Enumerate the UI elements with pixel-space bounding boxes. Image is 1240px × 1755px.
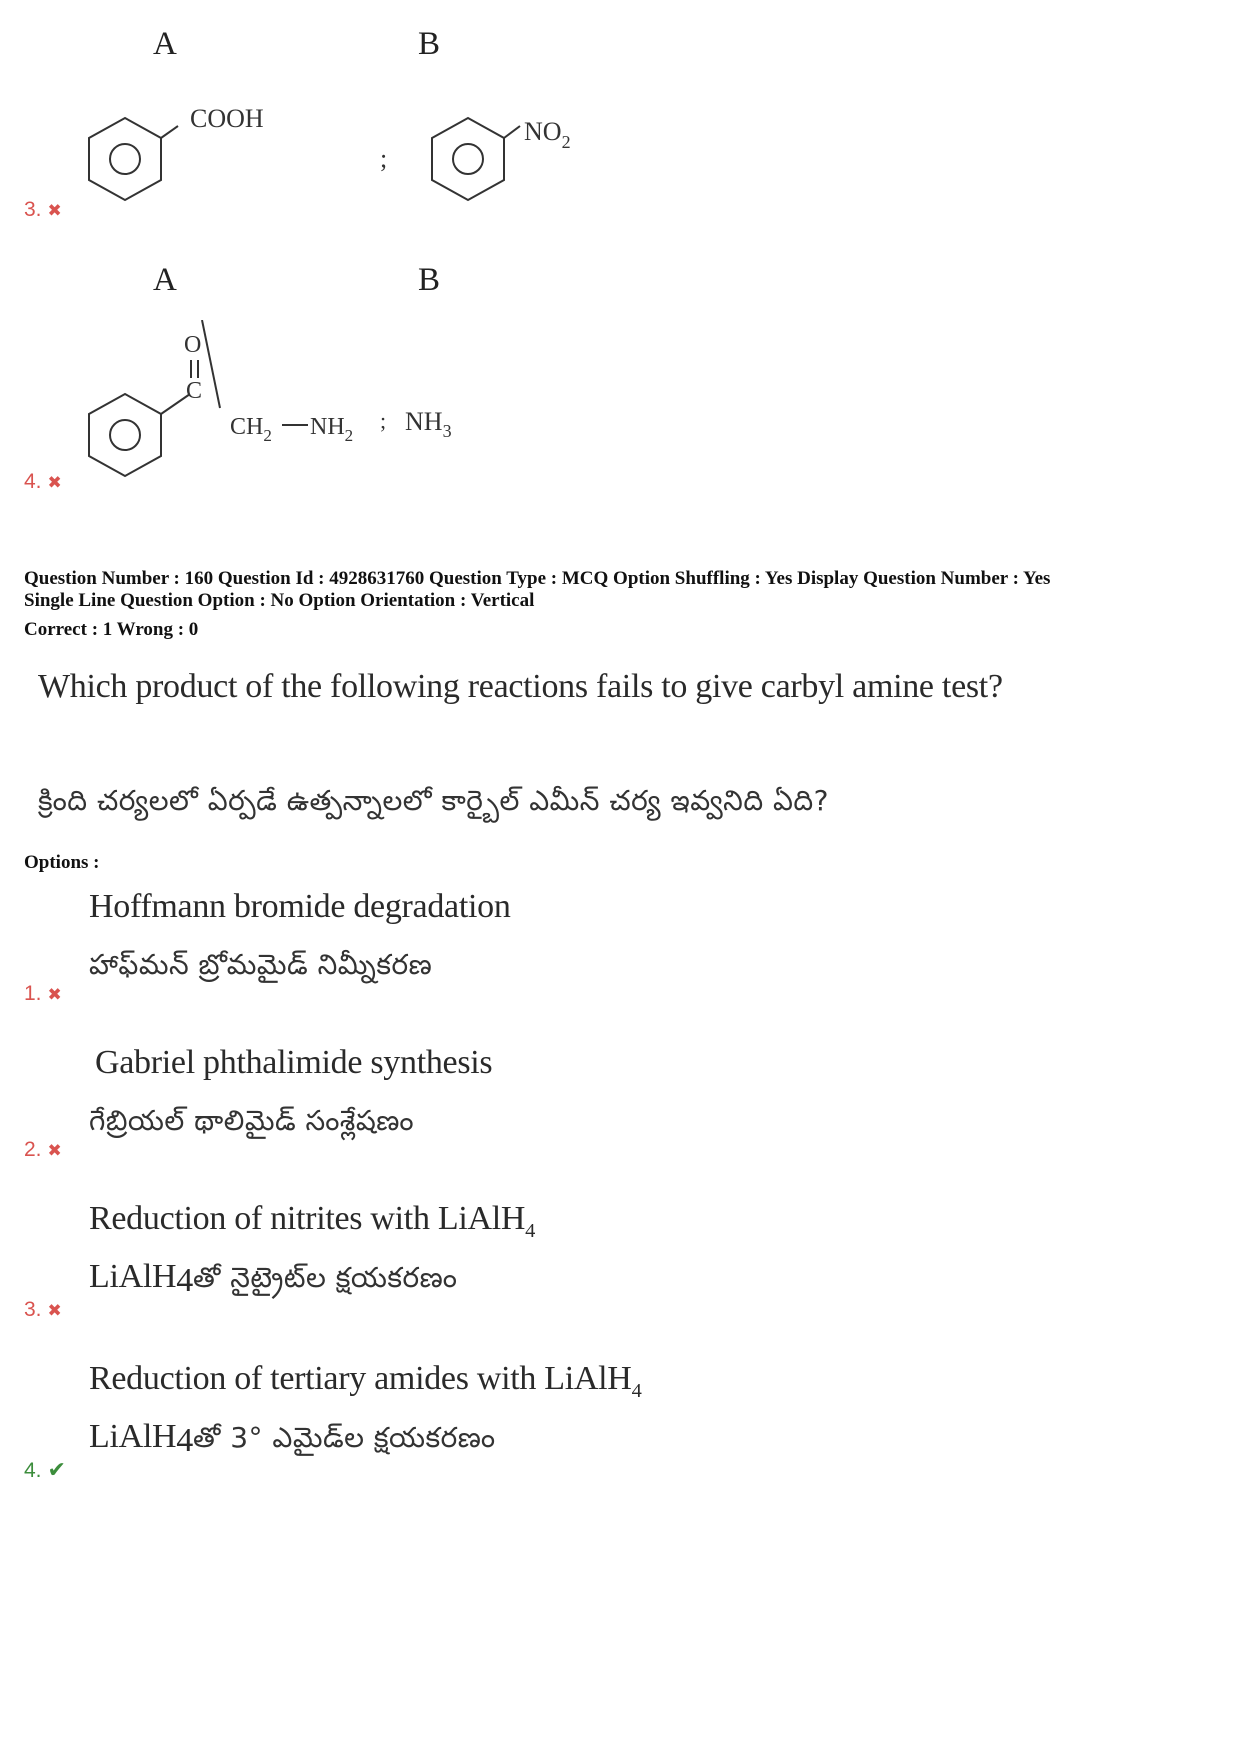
cross-icon: ✖: [47, 985, 62, 1005]
ch2-group: $CH_2$: [230, 414, 272, 445]
option-2-text-en: Gabriel phthalimide synthesis: [95, 1044, 493, 1081]
nh3-group: $NH_3$: [405, 407, 452, 441]
question-meta-line2: Single Line Question Option : No Option Orientation : Vertical: [24, 590, 535, 611]
cooh-group: COOH: [190, 104, 264, 133]
option-2[interactable]: [0, 1044, 1240, 1174]
option4-label-a: A: [153, 262, 177, 298]
option-3-text-en: Reduction of nitrites with LiAlH$_4$: [89, 1200, 536, 1242]
option-1-status: [24, 982, 62, 1006]
cross-icon: ✖: [47, 1141, 62, 1161]
carbon-atom: C: [186, 378, 203, 404]
option-3-text-te: LiAlH$_4$తో నైట్రైట్‌ల క్షయకరణం: [89, 1258, 458, 1300]
separator: ;: [380, 408, 387, 433]
options-label: Options :: [24, 852, 100, 873]
option-2-status: [24, 1138, 62, 1162]
option-number: 4.: [24, 1459, 42, 1482]
option-4[interactable]: [0, 1360, 1240, 1490]
option4-label-b: B: [418, 262, 441, 298]
question-meta-line1: Question Number : 160 Question Id : 4928631760 Question Type : MCQ Option Shuffling : Yes Display Question Number : Yes: [24, 568, 1051, 589]
nh2-group: $NH_2$: [310, 414, 354, 445]
option-number: 4.: [24, 470, 42, 493]
option-1[interactable]: [0, 888, 1240, 1018]
option3-structures: [80, 90, 580, 220]
oxygen-atom: O: [184, 332, 202, 358]
option3-label-b: B: [418, 26, 441, 62]
option-1-text-te: హాఫ్‌మన్ బ్రోమమైడ్ నిమ్నీకరణ: [89, 948, 433, 981]
option4-status: [24, 470, 62, 494]
option-4-status: [24, 1458, 66, 1483]
option-number: 3.: [24, 198, 42, 221]
option-number: 3.: [24, 1298, 42, 1321]
option-4-text-en: Reduction of tertiary amides with LiAlH$_4$: [89, 1360, 642, 1402]
question-marks: Correct : 1 Wrong : 0: [24, 619, 199, 640]
question-text-en: Which product of the following reactions fails to give carbyl amine test?: [38, 668, 1003, 705]
benzene-ring-a: [89, 118, 178, 200]
option-number: 1.: [24, 982, 42, 1005]
cross-icon: ✖: [47, 1301, 62, 1321]
option-3[interactable]: [0, 1200, 1240, 1330]
cross-icon: ✖: [47, 201, 62, 221]
check-icon: ✔: [47, 1458, 66, 1483]
option3-label-a: A: [153, 26, 177, 62]
option-number: 2.: [24, 1138, 42, 1161]
option4-structures: [80, 320, 500, 490]
option3-status: [24, 198, 62, 222]
option-1-text-en: Hoffmann bromide degradation: [89, 888, 511, 925]
option-3-status: [24, 1298, 62, 1322]
separator: ;: [380, 144, 388, 173]
option-2-text-te: గేబ్రియల్ థాలిమైడ్ సంశ్లేషణం: [89, 1104, 415, 1137]
benzene-ring-b: [432, 118, 520, 200]
question-text-te: క్రింది చర్యలలో ఏర్పడే ఉత్పన్నాలలో కార్బైల్ ఎమీన్ చర్య ఇవ్వనిది ఏది?: [38, 784, 830, 817]
no2-group: $NO_2$: [524, 117, 571, 152]
option-4-text-te: LiAlH$_4$తో 3° ఎమైడ్‌ల క్షయకరణం: [89, 1418, 496, 1460]
cross-icon: ✖: [47, 473, 62, 493]
